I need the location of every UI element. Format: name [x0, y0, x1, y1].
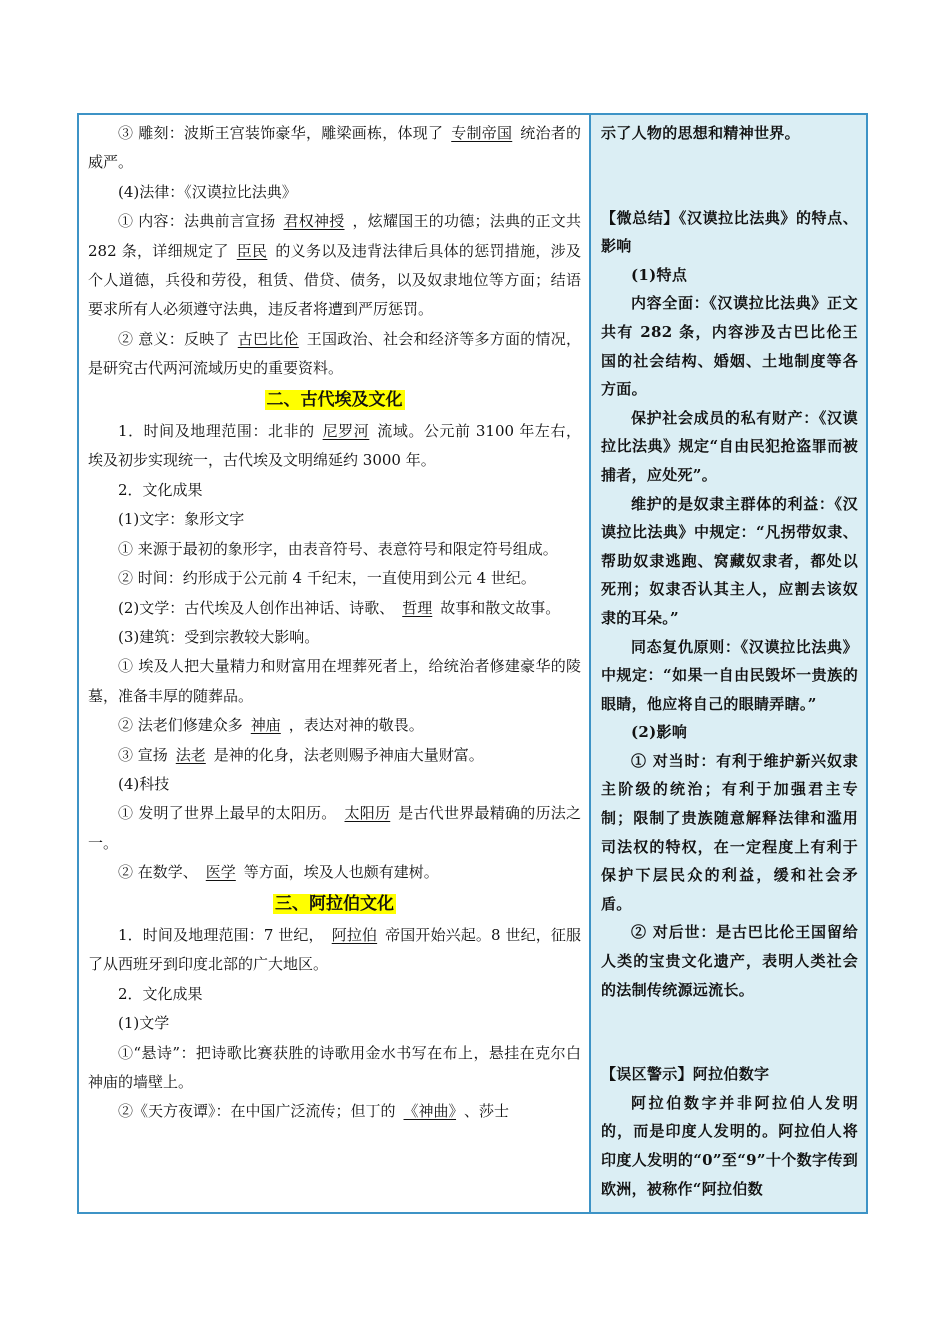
paragraph: ② 法老们修建众多 神庙 ，表达对神的敬畏。: [118, 716, 424, 735]
paragraph: 1．时间及地理范围：北非的 尼罗河 流域。公元前 3100 年左右，埃及初步实现统一，古代埃及文明绵延约 3000 年。: [88, 422, 581, 470]
paragraph: ③ 雕刻：波斯王宫装饰豪华，雕梁画栋，体现了 专制帝国 统治者的威严。: [88, 124, 581, 172]
spacer: [601, 148, 858, 204]
paragraph: (2)文学：古代埃及人创作出神话、诗歌、 哲理 故事和散文故事。: [118, 598, 561, 617]
paragraph: ① 内容：法典前言宣扬 君权神授 ，炫耀国王的功德；法典的正文共 282 条，详细规定了 臣民 的义务以及违背法律后具体的惩罚措施，涉及个人道德，兵役和劳役，租赁、借贷、债务，以及奴隶地位等方面；结语要求所有人必须遵守法典，违反者将遭到严厉惩罚。: [88, 212, 581, 319]
paragraph: ① 发明了世界上最早的太阳历。 太阳历 是古代世界最精确的历法之一。: [88, 804, 581, 852]
note-text: (1)特点: [631, 265, 688, 284]
main-content-column: [79, 115, 591, 1212]
paragraph: 2．文化成果: [118, 984, 203, 1003]
paragraph: ③ 宣扬 法老 是神的化身，法老则赐予神庙大量财富。: [118, 745, 484, 764]
paragraph: ② 时间：约形成于公元前 4 千纪末，一直使用到公元 4 世纪。: [118, 569, 536, 588]
paragraph: (4)科技: [118, 774, 170, 793]
answer-blank: 《神曲》: [403, 1102, 457, 1121]
paragraph: (4)法律：《汉谟拉比法典》: [118, 182, 297, 201]
answer-blank: 医学: [205, 863, 236, 882]
paragraph: ② 在数学、 医学 等方面，埃及人也颇有建树。: [118, 863, 439, 882]
note-heading: 【误区警示】阿拉伯数字: [601, 1065, 770, 1084]
paragraph: ①“悬诗”：把诗歌比赛获胜的诗歌用金水书写在布上，悬挂在克尔白神庙的墙壁上。: [88, 1043, 581, 1091]
paragraph: (1)文字：象形文字: [118, 510, 245, 529]
note-text: 维护的是奴隶主群体的利益：《汉谟拉比法典》中规定：“凡拐带奴隶、帮助奴隶逃跑、窝藏奴隶者，都处以死刑；奴隶否认其主人，应割去该奴隶的耳朵。”: [601, 494, 858, 627]
paragraph: ① 来源于最初的象形字，由表音符号、表意符号和限定符号组成。: [118, 539, 558, 558]
paragraph: (1)文学: [118, 1014, 170, 1033]
section-heading: 二、古代埃及文化: [266, 389, 403, 410]
note-text: (2)影响: [631, 723, 688, 742]
paragraph: (3)建筑：受到宗教较大影响。: [118, 627, 320, 646]
answer-blank: 阿拉伯: [331, 925, 378, 944]
paragraph: 1．时间及地理范围：7 世纪， 阿拉伯 帝国开始兴起。8 世纪，征服了从西班牙到印度北部的广大地区。: [88, 925, 581, 974]
paragraph: ② 意义：反映了 古巴比伦 王国政治、社会和经济等多方面的情况，是研究古代两河流域历史的重要资料。: [88, 329, 581, 378]
answer-blank: 古巴比伦: [237, 329, 299, 348]
answer-blank: 太阳历: [344, 804, 391, 823]
note-text: 同态复仇原则：《汉谟拉比法典》中规定：“如果一自由民毁坏一贵族的眼睛，他应将自己的眼睛弄瞎。”: [601, 637, 858, 713]
answer-blank: 哲理: [402, 598, 433, 617]
answer-blank: 专制帝国: [451, 124, 513, 142]
note-text: 保护社会成员的私有财产：《汉谟拉比法典》规定“自由民犯抢盗罪而被捕者，应处死”。: [601, 408, 858, 484]
paragraph: ① 埃及人把大量精力和财富用在埋葬死者上，给统治者修建豪华的陵墓，准备丰厚的随葬品。: [88, 657, 581, 705]
note-text: 内容全面：《汉谟拉比法典》正文共有 282 条，内容涉及古巴比伦王国的社会结构、婚姻、土地制度等各方面。: [601, 294, 858, 399]
paragraph: ②《天方夜谭》：在中国广泛流传；但丁的 《神曲》 、莎士: [118, 1102, 510, 1121]
answer-blank: 臣民: [236, 241, 268, 260]
answer-blank: 君权神授: [283, 212, 345, 231]
note-heading: 【微总结】《汉谟拉比法典》的特点、影响: [601, 208, 858, 256]
spacer: [601, 1004, 858, 1060]
answer-blank: 神庙: [250, 716, 281, 735]
paragraph: 2．文化成果: [118, 480, 203, 499]
two-column-table: [77, 113, 868, 1214]
note-text: 阿拉伯数字并非阿拉伯人发明的，而是印度人发明的。阿拉伯人将印度人发明的“0”至“9”十个数字传到欧洲，被称作“阿拉伯数: [601, 1093, 858, 1198]
section-heading: 三、阿拉伯文化: [275, 893, 394, 914]
note-text: 示了人物的思想和精神世界。: [601, 124, 800, 142]
note-text: ② 对后世：是古巴比伦王国留给人类的宝贵文化遗产，表明人类社会的法制传统源远流长。: [601, 923, 858, 999]
sidebar-notes-column: [591, 115, 866, 1212]
answer-blank: 法老: [175, 745, 206, 764]
answer-blank: 尼罗河: [322, 422, 370, 441]
note-text: ① 对当时：有利于维护新兴奴隶主阶级的统治；有利于加强君主专制；限制了贵族随意解释法律和滥用司法权的特权，在一定程度上有利于保护下层民众的利益，缓和社会矛盾。: [601, 751, 858, 913]
